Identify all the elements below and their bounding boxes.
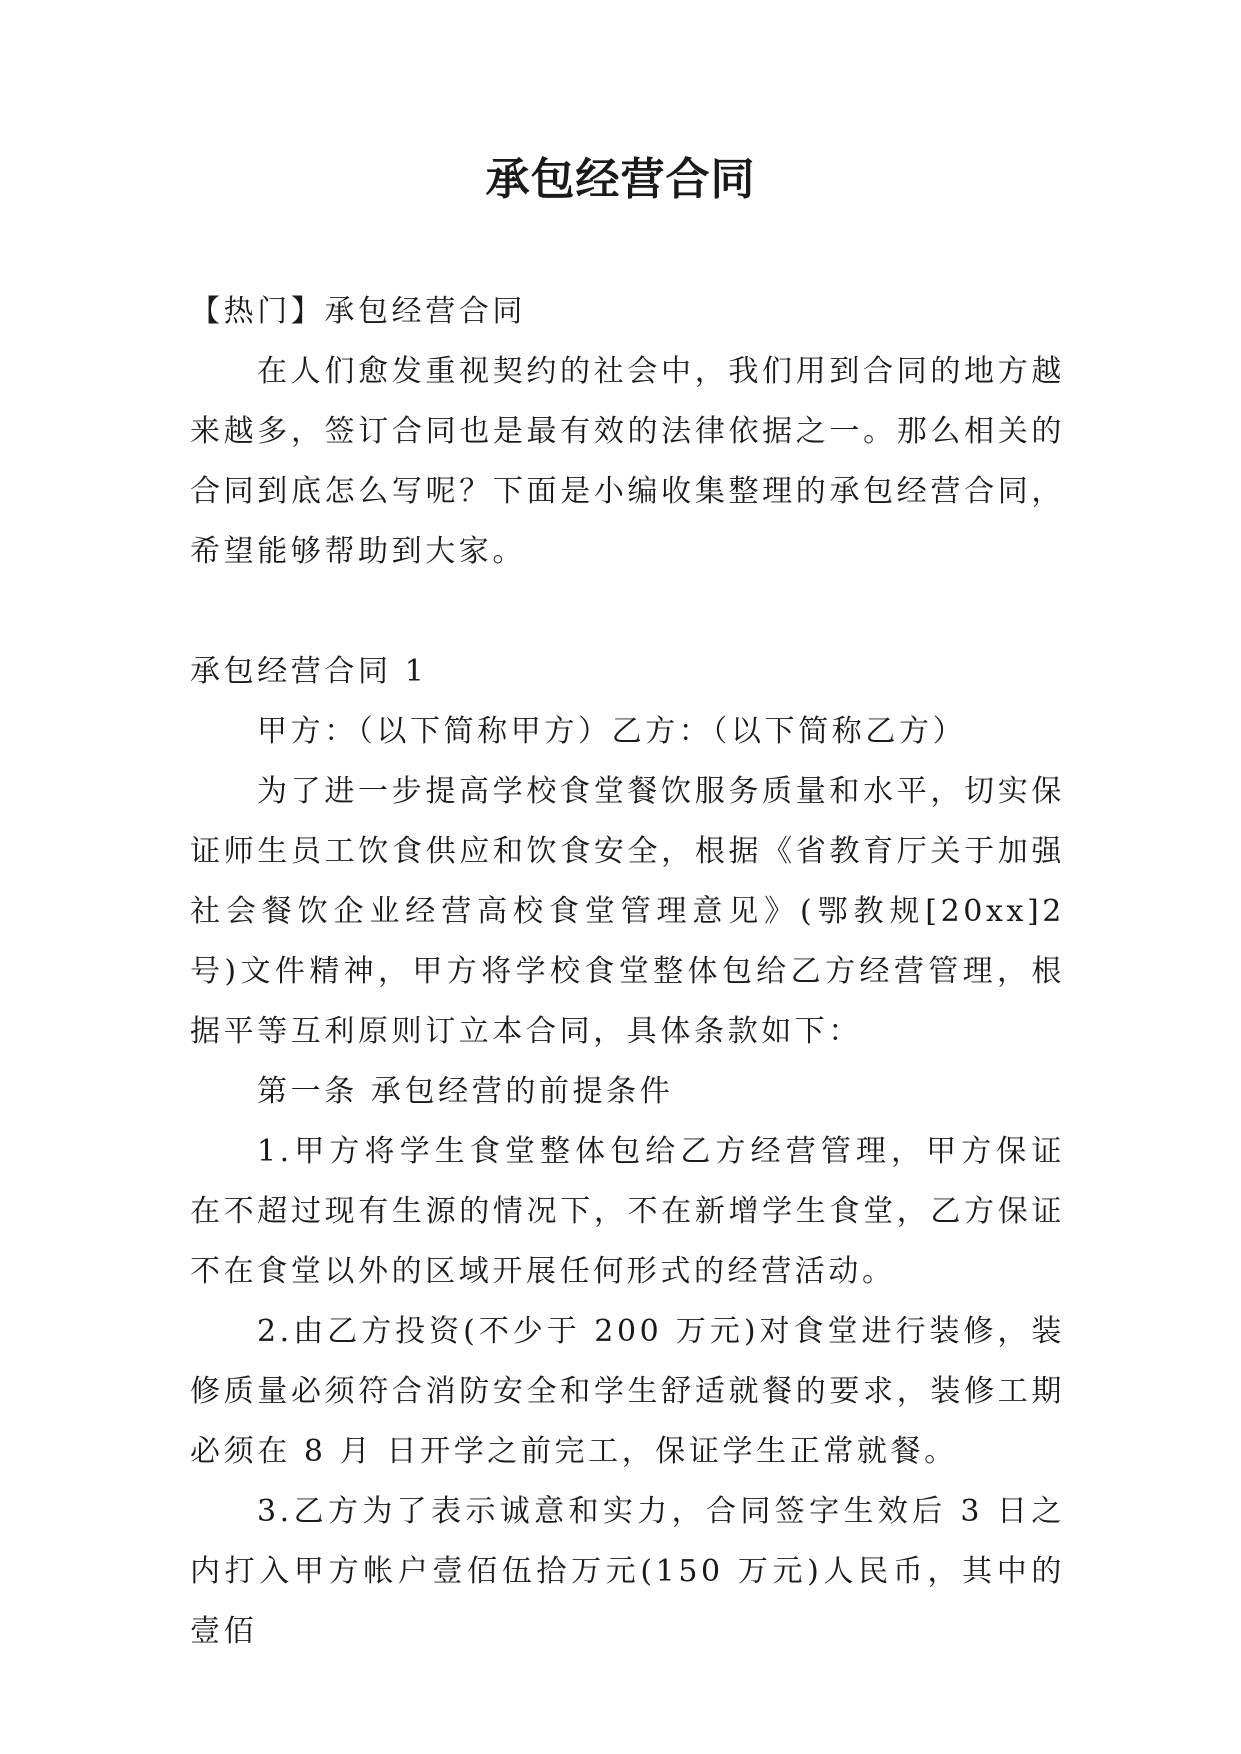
clause-paragraph: 3.乙方为了表示诚意和实力，合同签字生效后 3 日之内打入甲方帐户壹佰伍拾万元(150 万元)人民币，其中的壹佰 (190, 1494, 1065, 1649)
intro-paragraph: 在人们愈发重视契约的社会中，我们用到合同的地方越来越多，签订合同也是最有效的法律依据之一。那么相关的合同到底怎么写呢？下面是小编收集整理的承包经营合同，希望能够帮助到大家。 (190, 354, 1065, 569)
clause-paragraph: 2.由乙方投资(不少于 200 万元)对食堂进行装修，装修质量必须符合消防安全和学生舒适就餐的要求，装修工期必须在 8 月 日开学之前完工，保证学生正常就餐。 (190, 1314, 1065, 1469)
document-body (190, 282, 1065, 1662)
document-title: 承包经营合同 (485, 154, 756, 205)
clause-paragraph: 1.甲方将学生食堂整体包给乙方经营管理，甲方保证在不超过现有生源的情况下，不在新增学生食堂，乙方保证不在食堂以外的区域开展任何形式的经营活动。 (190, 1134, 1065, 1289)
article-heading: 第一条 承包经营的前提条件 (257, 1074, 674, 1109)
contract-heading: 承包经营合同 1 (190, 654, 428, 689)
parties-line: 甲方：（以下简称甲方）乙方：（以下简称乙方） (257, 714, 967, 749)
preamble-paragraph: 为了进一步提高学校食堂餐饮服务质量和水平，切实保证师生员工饮食供应和饮食安全，根据《省教育厅关于加强社会餐饮企业经营高校食堂管理意见》(鄂教规[20xx]2 号)文件精神，甲方将学校食堂整体包给乙方经营管理，根据平等互利原则订立本合同，具体条款如下： (190, 774, 1065, 1049)
intro-heading: 【热门】承包经营合同 (190, 294, 526, 329)
